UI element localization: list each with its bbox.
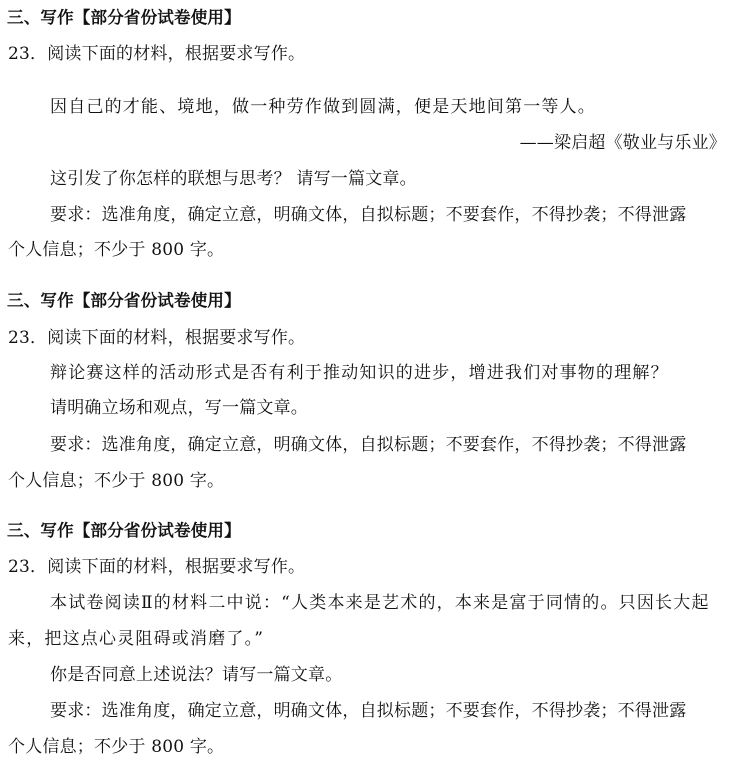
section-2-requirement-line-1: 要求：选准角度，确定立意，明确文体，自拟标题；不要套作，不得抄袭；不得泄露 (50, 435, 687, 455)
section-2-heading: 三、写作【部分省份试卷使用】 (7, 291, 241, 310)
section-1-prompt: 这引发了你怎样的联想与思考？ 请写一篇文章。 (50, 169, 417, 189)
section-1-requirement-line-2: 个人信息；不少于 800 字。 (8, 240, 225, 260)
section-2-material-line-1: 辩论赛这样的活动形式是否有利于推动知识的进步，增进我们对事物的理解？ (50, 363, 669, 383)
section-2-prompt: 请明确立场和观点，写一篇文章。 (50, 398, 308, 418)
section-3-heading: 三、写作【部分省份试卷使用】 (7, 521, 241, 540)
section-3-material-line-2: 来，把这点心灵阻碍或消磨了。” (8, 629, 265, 649)
section-3-requirement-line-2: 个人信息；不少于 800 字。 (8, 737, 225, 757)
section-2-requirement-line-2: 个人信息；不少于 800 字。 (8, 471, 225, 491)
section-1-heading: 三、写作【部分省份试卷使用】 (7, 8, 241, 27)
section-1-material-line-1: 因自己的才能、境地，做一种劳作做到圆满，便是天地间第一等人。 (50, 97, 596, 117)
section-3-requirement-line-1: 要求：选准角度，确定立意，明确文体，自拟标题；不要套作，不得抄袭；不得泄露 (50, 701, 687, 721)
section-3-prompt: 你是否同意上述说法？请写一篇文章。 (50, 665, 343, 685)
section-1-attribution: ——梁启超《敬业与乐业》 (519, 133, 726, 153)
section-2-question: 23．阅读下面的材料，根据要求写作。 (8, 328, 306, 348)
section-3-material-line-1: 本试卷阅读Ⅱ的材料二中说：“人类本来是艺术的，本来是富于同情的。只因长大起 (50, 593, 710, 613)
section-1-question: 23．阅读下面的材料，根据要求写作。 (8, 44, 306, 64)
section-1-requirement-line-1: 要求：选准角度，确定立意，明确文体，自拟标题；不要套作，不得抄袭；不得泄露 (50, 205, 687, 225)
section-3-question: 23．阅读下面的材料，根据要求写作。 (8, 557, 306, 577)
